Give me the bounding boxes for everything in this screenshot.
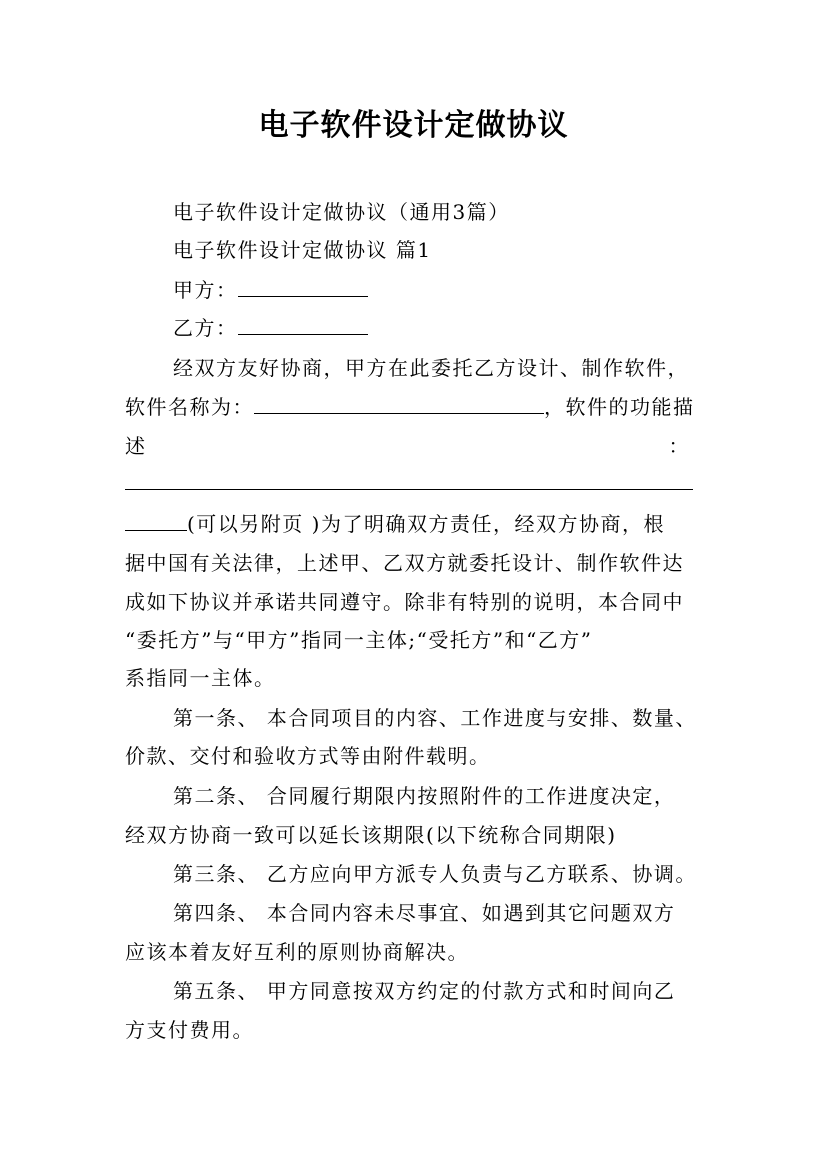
paragraph-line: “委托方”与“甲方”指同一主体;“受托方”和“乙方”: [125, 628, 593, 652]
software-name-blank: [254, 393, 544, 414]
party-a-blank: [238, 276, 368, 297]
party-a-label: 甲方：: [173, 278, 238, 302]
article-5: 第五条、 甲方同意按双方约定的付款方式和时间向乙: [173, 979, 676, 1003]
article-5-cont: 方支付费用。: [125, 1018, 254, 1042]
party-b-label: 乙方：: [173, 316, 238, 340]
paragraph-line: 系指同一主体。: [125, 666, 276, 690]
article-4-cont: 应该本着友好互利的原则协商解决。: [125, 940, 469, 964]
paragraph-line: 据中国有关法律，上述甲、乙双方就委托设计、制作软件达: [125, 551, 684, 575]
paragraph-line: [125, 510, 715, 538]
function-desc-label: ，软件的功能描: [544, 395, 695, 419]
description-line: [125, 432, 690, 460]
party-b-blank: [238, 314, 368, 335]
party-b-line: [173, 314, 718, 342]
section-heading: 电子软件设计定做协议 篇1: [173, 238, 432, 262]
article-2-cont: 经双方协商一致可以延长该期限(以下统称合同期限): [125, 823, 617, 847]
party-a-line: [173, 276, 718, 304]
paragraph-line: 经双方友好协商，甲方在此委托乙方设计、制作软件，: [173, 356, 689, 380]
subtitle-line: 电子软件设计定做协议（通用3篇）: [173, 200, 510, 224]
description-label-colon: ：: [668, 434, 690, 458]
article-2: 第二条、 合同履行期限内按照附件的工作进度决定，: [173, 784, 676, 808]
description-blank-rule: [125, 489, 693, 490]
article-1-cont: 价款、交付和验收方式等由附件载明。: [125, 744, 491, 768]
article-3: 第三条、 乙方应向甲方派专人负责与乙方联系、协调。: [173, 862, 697, 886]
software-name-label: 软件名称为：: [125, 395, 254, 419]
software-name-line: [125, 393, 715, 421]
description-blank-short: [125, 510, 187, 531]
article-1: 第一条、 本合同项目的内容、工作进度与安排、数量、: [173, 706, 697, 730]
description-label-start: 述: [125, 434, 147, 458]
paragraph-text: (可以另附页 )为了明确双方责任，经双方协商，根: [187, 512, 665, 536]
article-4: 第四条、 本合同内容未尽事宜、如遇到其它问题双方: [173, 901, 676, 925]
document-title: 电子软件设计定做协议: [258, 108, 569, 143]
paragraph-line: 成如下协议并承诺共同遵守。除非有特别的说明，本合同中: [125, 590, 684, 614]
